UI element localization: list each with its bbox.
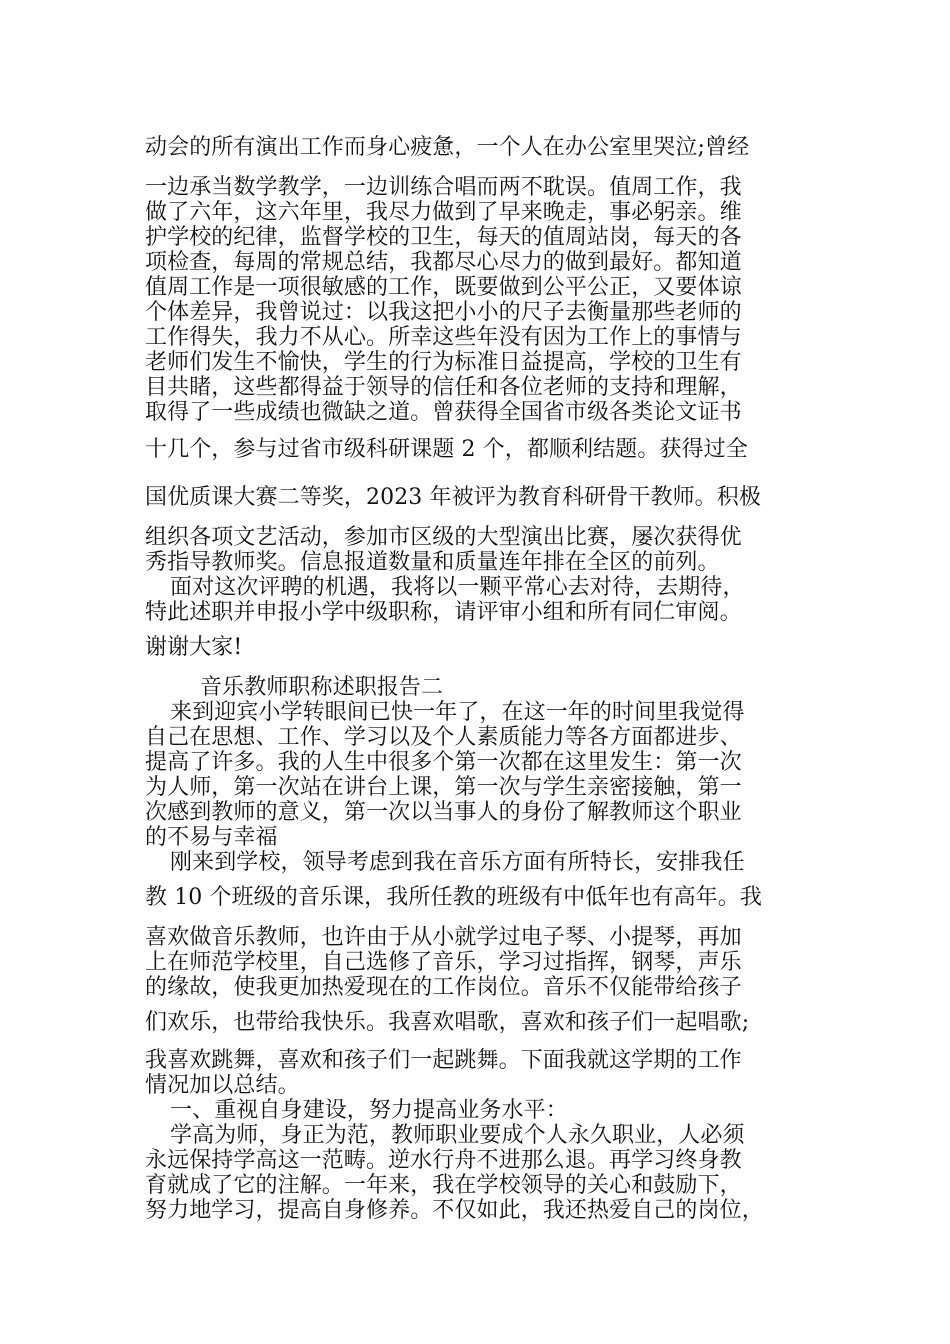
text-line: 值周工作是一项很敏感的工作，既要做到公平公正，又要体谅 — [145, 275, 742, 300]
text-line: 学高为师，身正为范，教师职业要成个人永久职业，人必须 — [170, 1123, 745, 1148]
text-line: 面对这次评聘的机遇，我将以一颗平常心去对待，去期待， — [170, 575, 745, 600]
text-line: 的不易与幸福 — [145, 825, 278, 850]
text-line: 秀指导教师奖。信息报道数量和质量连年排在全区的前列。 — [145, 550, 720, 575]
text-line: 工作得失，我力不从心。所幸这些年没有因为工作上的事情与 — [145, 325, 742, 350]
text-line: 谢谢大家! — [145, 635, 243, 660]
text-line: 目共睹，这些都得益于领导的信任和各位老师的支持和理解， — [145, 375, 742, 400]
text-line: 上在师范学校里，自己选修了音乐，学习过指挥，钢琴，声乐 — [145, 950, 742, 975]
text-line: 为人师，第一次站在讲台上课，第一次与学生亲密接触，第一 — [145, 775, 742, 800]
text-line: 次感到教师的意义，第一次以当事人的身份了解教师这个职业 — [145, 800, 742, 825]
text-line: 特此述职并申报小学中级职称，请评审小组和所有同仁审阅。 — [145, 600, 742, 625]
text-line: 一边承当数学教学，一边训练合唱而两不耽误。值周工作，我 — [145, 175, 742, 200]
text-line: 做了六年，这六年里，我尽力做到了早来晚走，事必躬亲。维 — [145, 200, 742, 225]
text-line: 情况加以总结。 — [145, 1073, 300, 1098]
text-line: 来到迎宾小学转眼间已快一年了，在这一年的时间里我觉得 — [170, 700, 745, 725]
text-line: 十几个，参与过省市级科研课题 2 个，都顺利结题。获得过全 — [145, 437, 748, 462]
section-heading: 音乐教师职称述职报告二 — [200, 675, 444, 700]
text-line: 努力地学习，提高自身修养。不仅如此，我还热爱自己的岗位， — [145, 1198, 764, 1223]
text-line: 永远保持学高这一范畴。逆水行舟不进那么退。再学习终身教 — [145, 1148, 742, 1173]
text-line: 们欢乐，也带给我快乐。我喜欢唱歌，喜欢和孩子们一起唱歌; — [145, 1010, 750, 1035]
text-line: 提高了许多。我的人生中很多个第一次都在这里发生：第一次 — [145, 750, 742, 775]
text-line: 我喜欢跳舞，喜欢和孩子们一起跳舞。下面我就这学期的工作 — [145, 1048, 742, 1073]
text-line: 喜欢做音乐教师，也许由于从小就学过电子琴、小提琴，再加 — [145, 925, 742, 950]
text-line: 老师们发生不愉快，学生的行为标准日益提高，学校的卫生有 — [145, 350, 742, 375]
text-line: 的缘故，使我更加热爱现在的工作岗位。音乐不仅能带给孩子 — [145, 975, 742, 1000]
text-line: 刚来到学校，领导考虑到我在音乐方面有所特长，安排我任 — [170, 850, 745, 875]
text-line: 国优质课大赛二等奖，2023 年被评为教育科研骨干教师。积极 — [145, 485, 761, 510]
text-line: 个体差异，我曾说过：以我这把小小的尺子去衡量那些老师的 — [145, 300, 742, 325]
text-line: 护学校的纪律，监督学校的卫生，每天的值周站岗，每天的各 — [145, 225, 742, 250]
text-line: 动会的所有演出工作而身心疲惫，一个人在办公室里哭泣;曾经 — [145, 135, 750, 160]
text-line: 项检查，每周的常规总结，我都尽心尽力的做到最好。都知道 — [145, 250, 742, 275]
text-line: 育就成了它的注解。一年来，我在学校领导的关心和鼓励下， — [145, 1173, 742, 1198]
text-line: 自己在思想、工作、学习以及个人素质能力等各方面都进步、 — [145, 725, 742, 750]
text-line: 教 10 个班级的音乐课，我所任教的班级有中低年也有高年。我 — [145, 885, 762, 910]
text-line: 取得了一些成绩也微缺之道。曾获得全国省市级各类论文证书 — [145, 400, 742, 425]
text-line: 组织各项文艺活动，参加市区级的大型演出比赛，屡次获得优 — [145, 525, 742, 550]
subsection-heading: 一、重视自身建设，努力提高业务水平： — [170, 1098, 568, 1123]
